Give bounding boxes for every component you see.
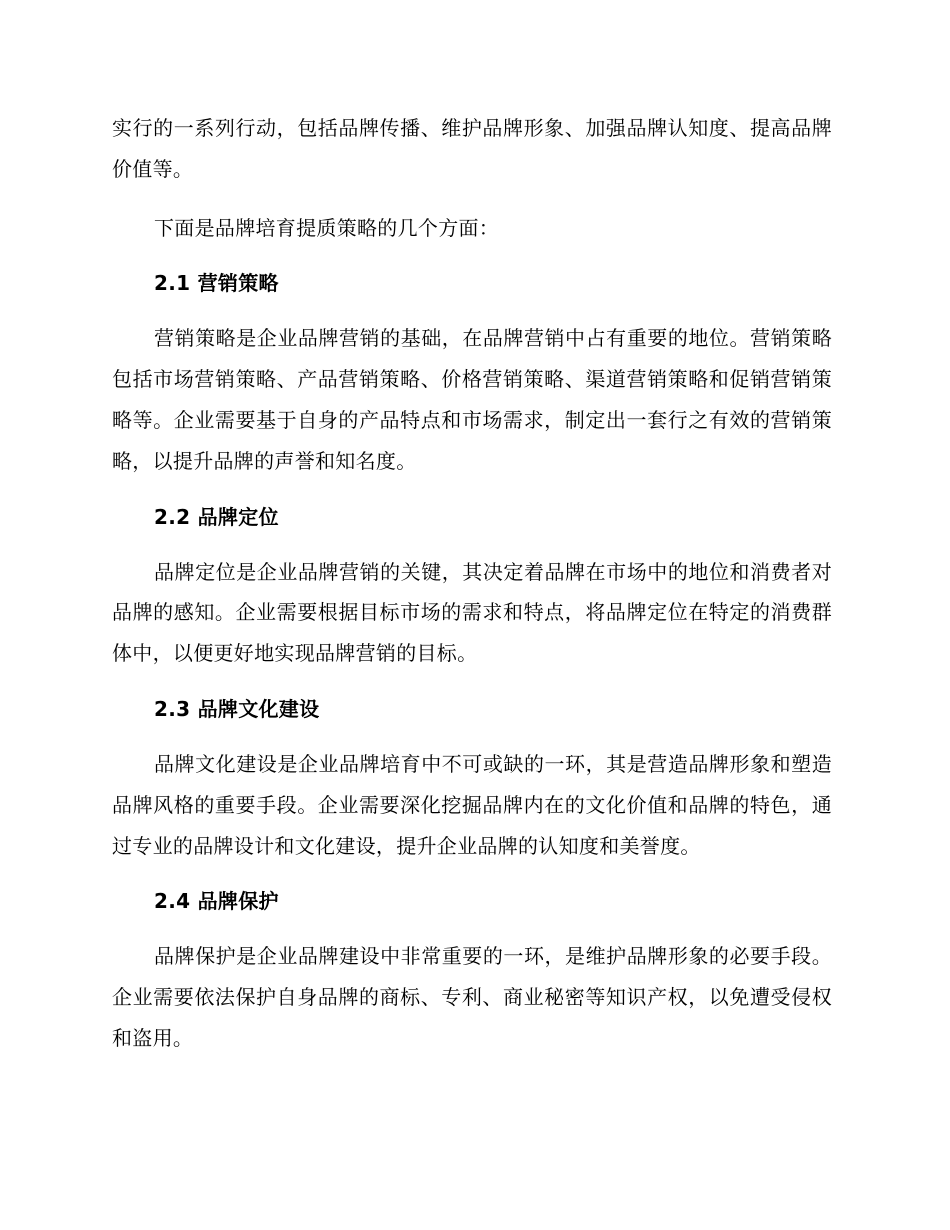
section-body-2-1: 营销策略是企业品牌营销的基础，在品牌营销中占有重要的地位。营销策略包括市场营销策略、产品营销策略、价格营销策略、渠道营销策略和促销营销策略等。企业需要基于自身的产品特点和市场需求，制定出一套行之有效的营销策略，以提升品牌的声誉和知名度。 <box>112 326 832 473</box>
section-body-2-4: 品牌保护是企业品牌建设中非常重要的一环，是维护品牌形象的必要手段。企业需要依法保护自身品牌的商标、专利、商业秘密等知识产权，以免遭受侵权和盗用。 <box>112 944 832 1050</box>
section-heading-2-3: 2.3 品牌文化建设 <box>154 696 320 721</box>
intro-continuation-paragraph: 实行的一系列行动，包括品牌传播、维护品牌形象、加强品牌认知度、提高品牌价值等。 <box>112 116 832 181</box>
intro-list-paragraph: 下面是品牌培育提质策略的几个方面： <box>154 215 500 240</box>
section-body-2-3: 品牌文化建设是企业品牌培育中不可或缺的一环，其是营造品牌形象和塑造品牌风格的重要手段。企业需要深化挖掘品牌内在的文化价值和品牌的特色，通过专业的品牌设计和文化建设，提升企业品牌的认知度和美誉度。 <box>112 751 832 858</box>
section-body-2-2: 品牌定位是企业品牌营销的关键，其决定着品牌在市场中的地位和消费者对品牌的感知。企业需要根据目标市场的需求和特点，将品牌定位在特定的消费群体中，以便更好地实现品牌营销的目标。 <box>112 559 832 666</box>
section-heading-2-4: 2.4 品牌保护 <box>154 889 279 914</box>
section-heading-2-2: 2.2 品牌定位 <box>154 504 279 529</box>
section-heading-2-1: 2.1 营销策略 <box>154 271 279 296</box>
document-page <box>112 108 832 1059</box>
